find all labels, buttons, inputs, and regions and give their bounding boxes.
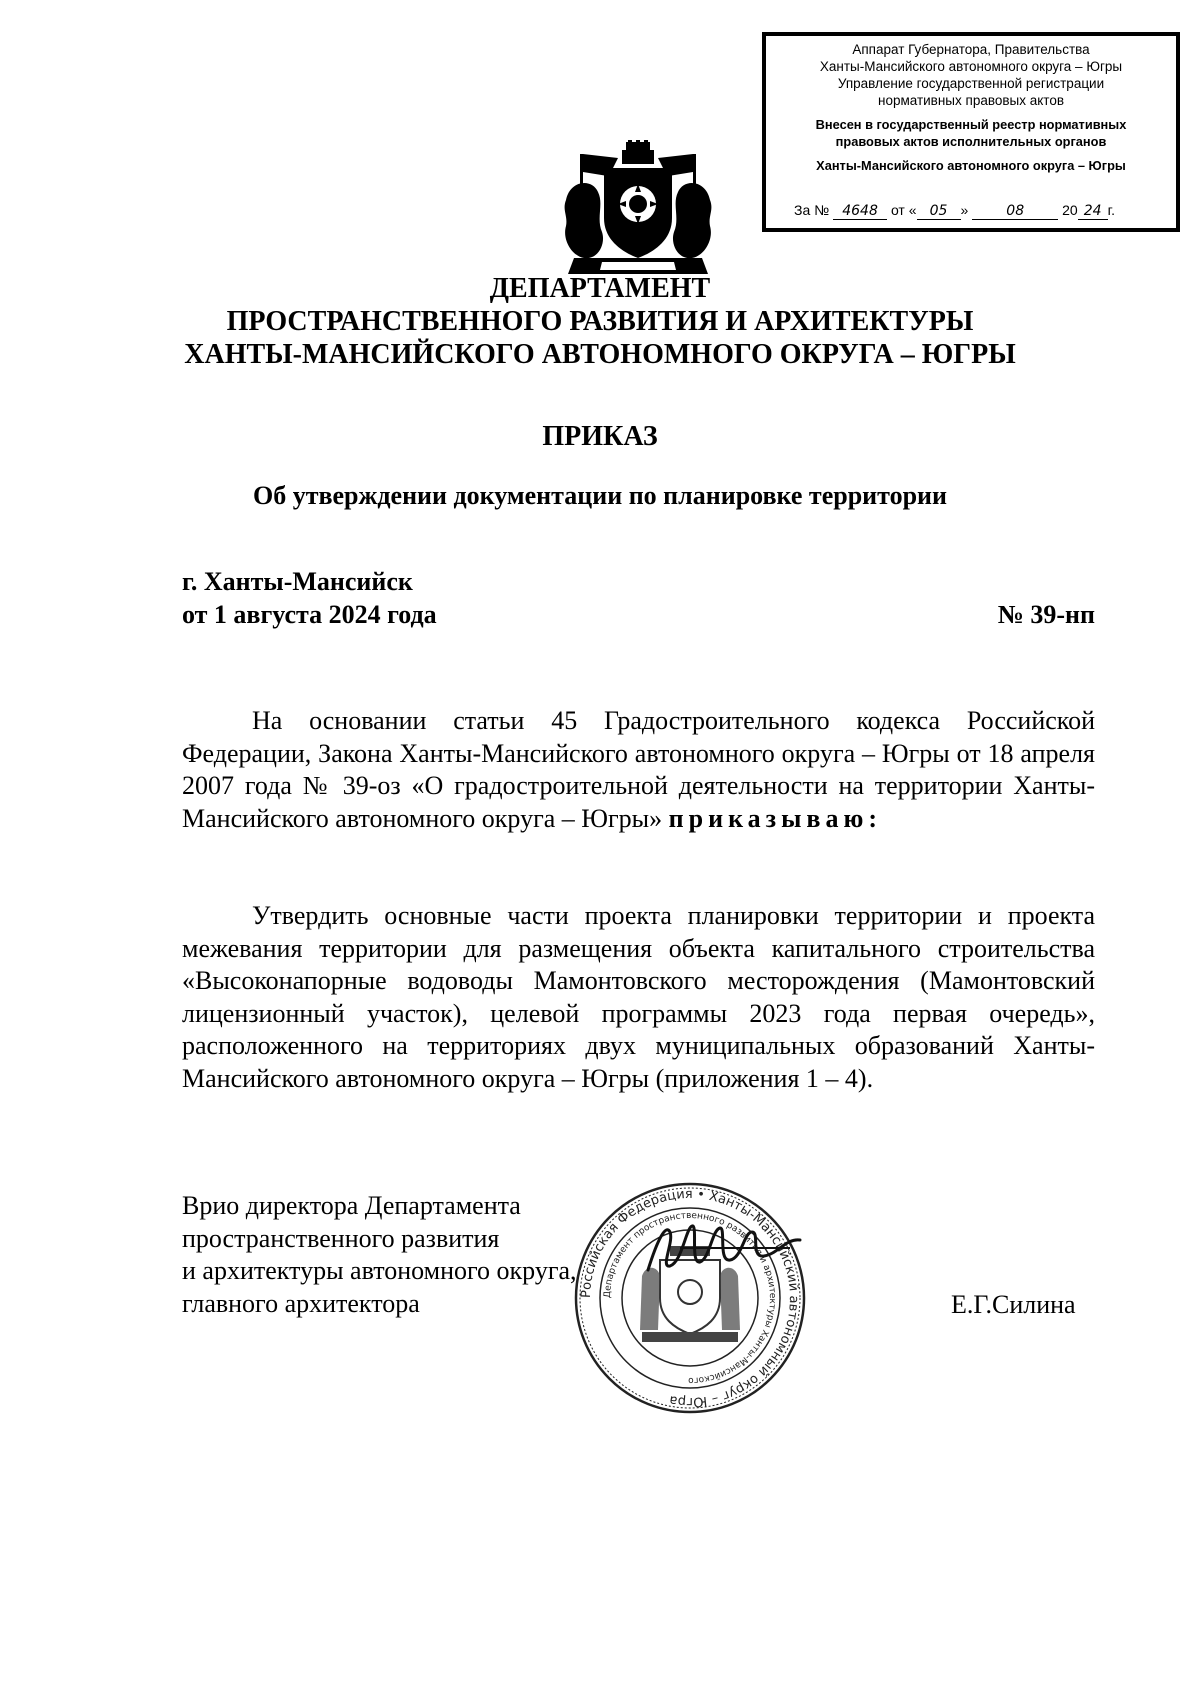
reg-year-suffix: 24 [1078,203,1108,220]
decree-word: приказываю: [668,803,882,833]
department-title-line-1: ДЕПАРТАМЕНТ [489,273,711,304]
stamp-line-7: Ханты-Мансийского автономного округа – Югры [816,158,1126,173]
stamp-line-1: Аппарат Губернатора, Правительства [852,42,1090,57]
signatory-line-2: пространственного развития [182,1223,500,1253]
signatory-name: Е.Г.Силина [951,1290,1076,1319]
stamp-line-4: нормативных правовых актов [877,93,1065,108]
preamble-text: На основании статьи 45 Градостроительного кодекса Российской Федерации, Закона Ханты-Мансийского автономного округа – Югры от 18 апреля 2007 года № 39-оз «О градостроительной деятельности на территории Ханты-Мансийского автономного округа – Югры» [182,706,1095,833]
reg-month: 08 [972,203,1058,220]
stamp-line-3: Управление государственной регистрации [837,76,1105,91]
handwritten-signature-icon [640,1218,810,1278]
reg-year-end: г. [1107,202,1115,218]
order-place: г. Ханты-Мансийск [182,567,413,596]
signatory-line-1: Врио директора Департамента [182,1191,521,1220]
department-title-line-3: ХАНТЫ-МАНСИЙСКОГО АВТОНОМНОГО ОКРУГА – ЮГРЫ [184,339,1016,370]
stamp-line-5: Внесен в государственный реестр нормативных [815,117,1127,132]
reg-day: 05 [917,203,961,220]
reg-prefix: За № [794,202,830,218]
seal-outer-text: Российская Федерация • Ханты-Мансийский автономный округ – Югра [578,1186,802,1410]
department-title-line-2: ПРОСТРАНСТВЕННОГО РАЗВИТИЯ И АРХИТЕКТУРЫ [226,306,974,337]
preamble-paragraph [182,705,1095,835]
reg-number: 4648 [833,203,887,220]
reg-from-label: от « [890,202,917,218]
seal-inner-text: Департамент пространственного развития и архитектуры Ханты-Мансийского [602,1210,778,1386]
reg-year-prefix: 20 [1062,202,1078,218]
stamp-line-6: правовых актов исполнительных органов [835,134,1107,149]
official-seal-icon [572,1180,808,1416]
reg-month-sep: » [960,202,969,218]
document-type-title: ПРИКАЗ [542,421,658,452]
order-number: № 39-нп [997,600,1095,629]
coat-of-arms-icon [558,140,718,280]
operative-paragraph: Утвердить основные части проекта планировки территории и проекта межевания территории для размещения объекта капитального строительства «Высоконапорные водоводы Мамонтовского месторождения (Мамонтовский лицензионный участок), целевой программы 2023 года первая очередь», расположенного на территориях двух муниципальных образований Ханты-Мансийского автономного округа – Югры (приложения 1 – 4). [182,901,1095,1093]
signatory-line-4: главного архитектора [182,1288,420,1318]
order-date: от 1 августа 2024 года [182,600,437,629]
registration-stamp [762,32,1180,232]
stamp-line-2: Ханты-Мансийского автономного округа – Югры [819,59,1123,74]
signatory-line-3: и архитектуры автономного округа, [182,1256,577,1285]
registration-number-row [794,202,1115,220]
signatory-position [182,1190,577,1320]
order-subject: Об утверждении документации по планировке территории [252,481,947,510]
